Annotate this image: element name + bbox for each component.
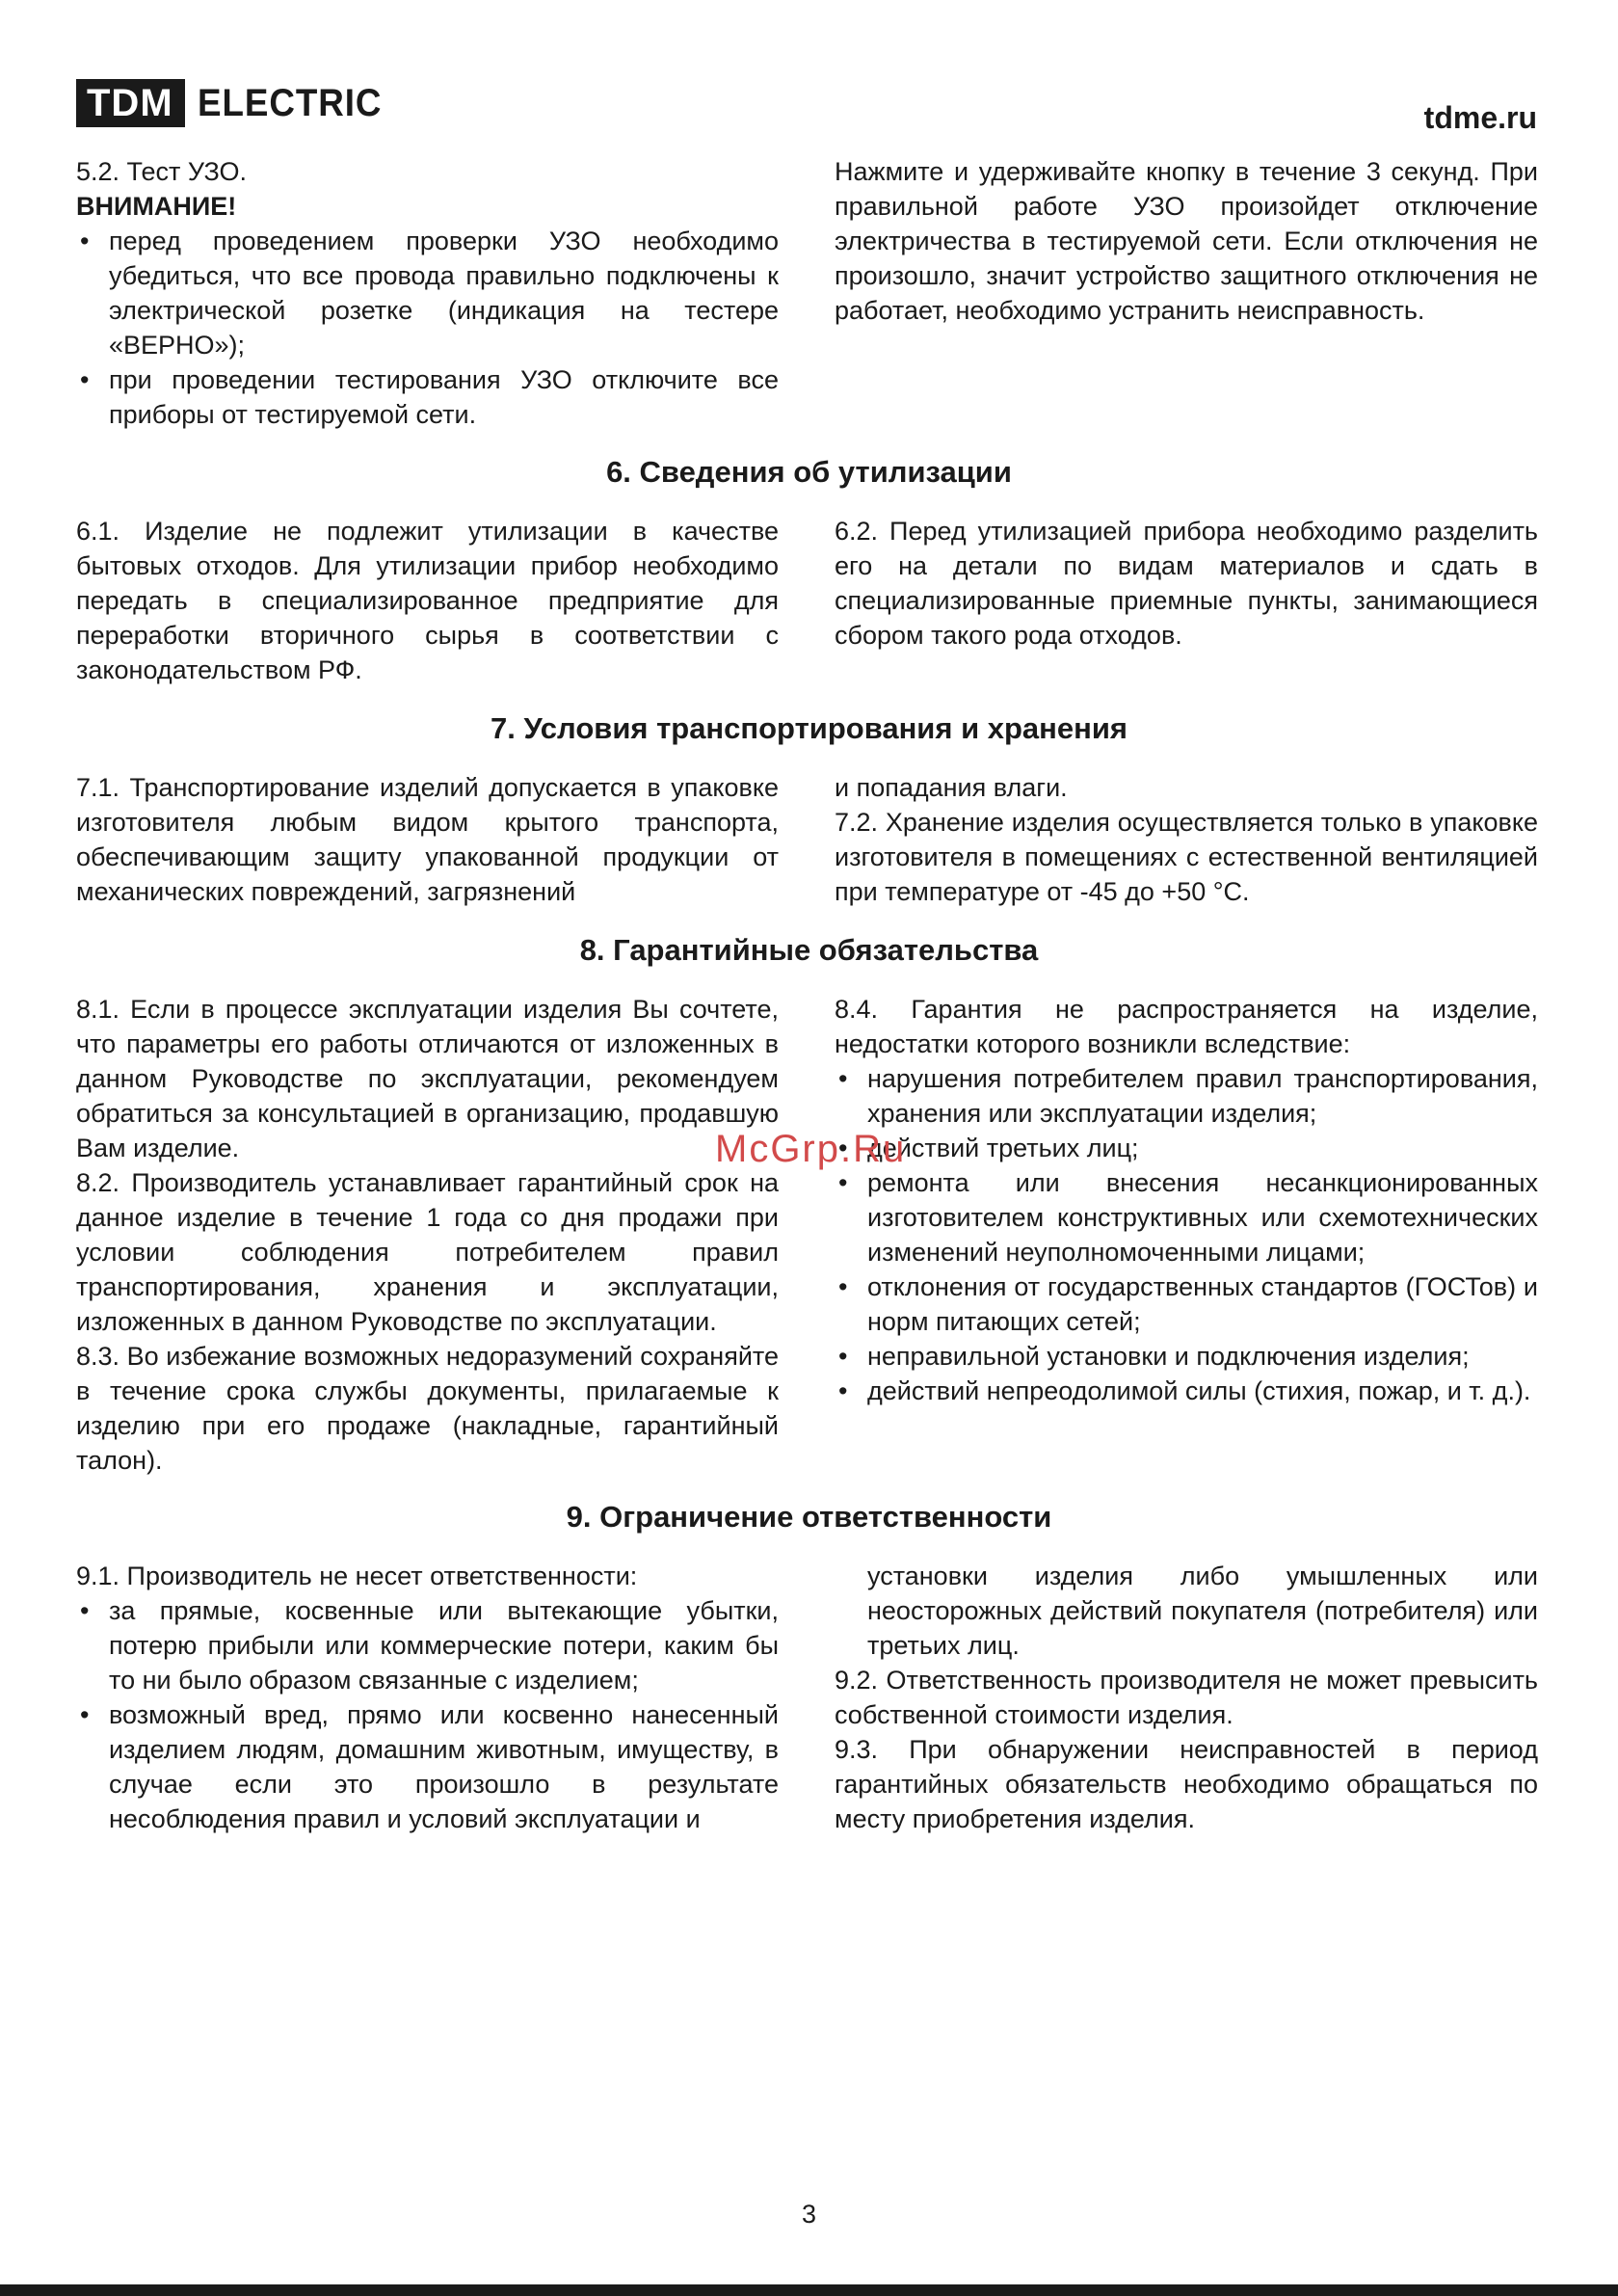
list-item: • ремонта или внесения несанкционированных изготовителем конструктивных или схемотехнических изменений неуполномоченными лицами; <box>835 1165 1538 1269</box>
list-item: • нарушения потребителем правил транспортирования, хранения или эксплуатации изделия; <box>835 1061 1538 1131</box>
watermark: McGrp.Ru <box>715 1128 907 1170</box>
list-item: • перед проведением проверки УЗО необходимо убедиться, что все провода правильно подключены к электрической розетке (индикация на тестере «ВЕРНО»); <box>76 224 779 362</box>
site-url: tdme.ru <box>1423 100 1537 135</box>
paragraph-8-2: 8.2. Производитель устанавливает гарантийный срок на данное изделие в течение 1 года со дня продажи при условии соблюдения потребителем правил транспортирования, хранения и эксплуатации, изложенных в данном Руководстве по эксплуатации. <box>76 1168 779 1336</box>
section-5-title: 5.2. Тест УЗО. <box>76 157 247 186</box>
section-9-right <box>835 1559 1538 1836</box>
section-5-right <box>835 154 1538 328</box>
list-item: • возможный вред, прямо или косвенно нанесенный изделием людям, домашним животным, имуществу, в случае если это произошло в результате несоблюдения правил и условий эксплуатации и <box>76 1697 779 1836</box>
section-9-left <box>76 1559 779 1836</box>
section-7-heading: 7. Условия транспортирования и хранения <box>491 711 1127 745</box>
list-item: • отклонения от государственных стандартов (ГОСТов) и норм питающих сетей; <box>835 1269 1538 1339</box>
section-8-right <box>835 992 1538 1408</box>
paragraph-6-2: 6.2. Перед утилизацией прибора необходимо разделить его на детали по видам материалов и сдать в специализированные приемные пункты, занимающиеся сбором такого рода отходов. <box>835 517 1538 650</box>
list-item: • при проведении тестирования УЗО отключите все приборы от тестируемой сети. <box>76 362 779 432</box>
section-8-left <box>76 992 779 1478</box>
page-number: 3 <box>801 2200 817 2229</box>
paragraph-8-1: 8.1. Если в процессе эксплуатации изделия Вы сочтете, что параметры его работы отличаются от изложенных в данном Руководстве по эксплуатации, рекомендуем обратиться за консультацией в организацию, продавшую Вам изделие. <box>76 995 779 1162</box>
list-item: • действий непреодолимой силы (стихия, пожар, и т. д.). <box>835 1374 1538 1408</box>
bottom-border <box>0 2284 1618 2296</box>
paragraph-9-2: 9.2. Ответственность производителя не может превысить собственной стоимости изделия. <box>835 1666 1538 1729</box>
list-item: • неправильной установки и подключения изделия; <box>835 1339 1538 1374</box>
list-item: • действий третьих лиц; <box>835 1131 1538 1165</box>
paragraph-8-3: 8.3. Во избежание возможных недоразумений сохраняйте в течение срока службы документы, прилагаемые к изделию при его продаже (накладные, гарантийный талон). <box>76 1342 779 1475</box>
paragraph-7-1: 7.1. Транспортирование изделий допускается в упаковке изготовителя любым видом крытого транспорта, обеспечивающим защиту упакованной продукции от механических повреждений, загрязнений <box>76 773 779 906</box>
section-8-heading: 8. Гарантийные обязательства <box>579 933 1039 967</box>
section-6-right <box>835 514 1538 653</box>
section-6-heading: 6. Сведения об утилизации <box>606 455 1012 489</box>
list-item: • за прямые, косвенные или вытекающие убытки, потерю прибыли или коммерческие потери, каким бы то ни было образом связанные с изделием; <box>76 1593 779 1697</box>
paragraph-9-3: 9.3. При обнаружении неисправностей в период гарантийных обязательств необходимо обращаться по месту приобретения изделия. <box>835 1735 1538 1833</box>
paragraph-9-1: 9.1. Производитель не несет ответственности: <box>76 1562 638 1590</box>
tdm-electric-logo <box>76 79 398 127</box>
section-7-right <box>835 770 1538 909</box>
section-7-left <box>76 770 779 909</box>
paragraph-6-1: 6.1. Изделие не подлежит утилизации в качестве бытовых отходов. Для утилизации прибор необходимо передать в специализированное предприятие для переработки вторичного сырья в соответствии с законодательством РФ. <box>76 517 779 684</box>
section-6-left <box>76 514 779 687</box>
list-item-cont: установки изделия либо умышленных или неосторожных действий покупателя (потребителя) или третьих лиц. <box>867 1562 1538 1660</box>
section-5-instruction: Нажмите и удерживайте кнопку в течение 3 секунд. При правильной работе УЗО произойдет отключение электричества в тестируемой сети. Если отключения не произошло, значит устройство защитного отключения не работает, необходимо устранить неисправность. <box>835 157 1538 325</box>
paragraph-7-2: 7.2. Хранение изделия осуществляется только в упаковке изготовителя в помещениях с естественной вентиляцией при температуре от -45 до +50 °С. <box>835 808 1538 906</box>
logo-box: TDM <box>76 79 185 127</box>
logo-word: ELECTRIC <box>197 81 383 124</box>
paragraph-8-4: 8.4. Гарантия не распространяется на изделие, недостатки которого возникли вследствие: <box>835 995 1538 1058</box>
section-5-left <box>76 154 779 432</box>
warning-label: ВНИМАНИЕ! <box>76 192 237 221</box>
section-9-heading: 9. Ограничение ответственности <box>566 1500 1052 1534</box>
paragraph-7-1-cont: и попадания влаги. <box>835 773 1068 802</box>
